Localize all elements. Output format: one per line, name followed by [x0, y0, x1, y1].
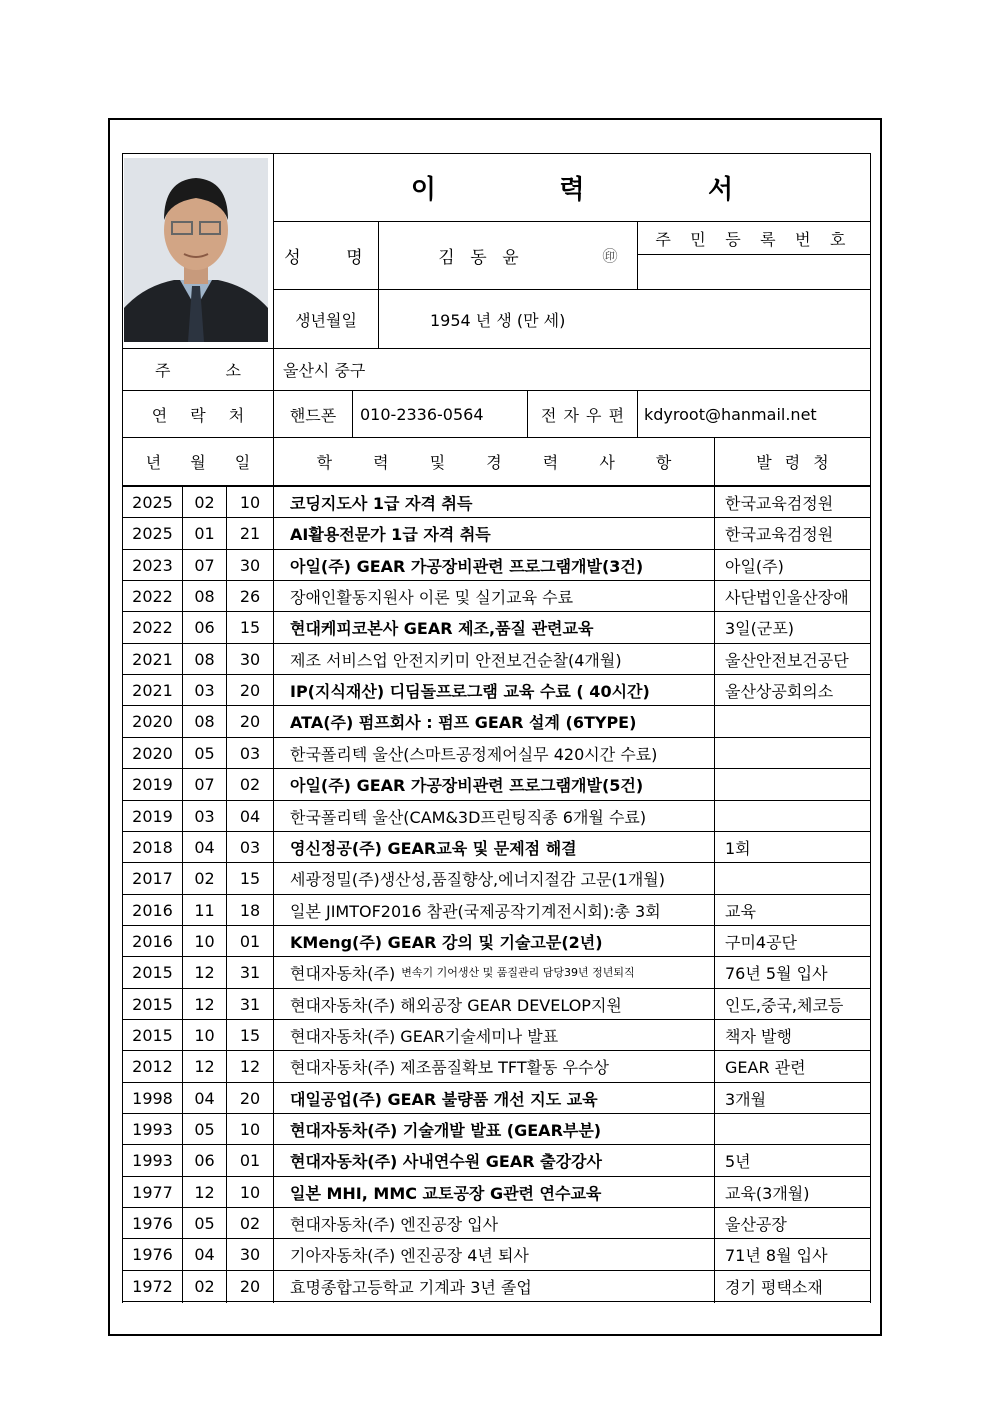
phone-value: 010-2336-0564 [360, 404, 484, 424]
row-month: 03 [194, 680, 215, 700]
name-value: 김 동 윤 [438, 248, 524, 268]
row-month: 04 [194, 1244, 215, 1264]
row-month: 06 [194, 1150, 215, 1170]
row-history: 현대자동차(주) 기술개발 발표 (GEAR부분) [290, 1120, 602, 1140]
row-month: 02 [194, 868, 215, 888]
row-history: 현대자동차(주) 엔진공장 입사 [290, 1214, 499, 1234]
row-issuer [725, 801, 869, 831]
row-issuer: 경기 평택소재 [725, 1277, 823, 1297]
row-day: 15 [239, 1025, 261, 1045]
row-issuer: 3일(군포) [725, 618, 795, 638]
column-history-header: 학 력 및 경 력 사 항 [316, 453, 672, 472]
column-date-header: 년 월 일 [145, 453, 251, 472]
row-year: 2025 [132, 492, 173, 512]
row-day: 02 [239, 1213, 261, 1233]
row-history: 한국폴리텍 울산(스마트공정제어실무 420시간 수료) [290, 744, 658, 764]
row-year: 2016 [132, 900, 173, 920]
row-history: 아일(주) GEAR 가공장비관련 프로그램개발(5건) [290, 775, 644, 795]
row-issuer [725, 1114, 869, 1144]
row-year: 1972 [132, 1276, 173, 1296]
row-issuer: 교육(3개월) [725, 1183, 810, 1203]
row-history: 현대자동차(주) 변속기 기어생산 및 품질관리 담당39년 정년퇴직 [290, 963, 635, 983]
row-issuer: GEAR 관련 [725, 1057, 806, 1077]
name-label: 성 명 [284, 248, 368, 268]
row-issuer: 71년 8월 입사 [725, 1245, 828, 1265]
row-year: 2015 [132, 962, 173, 982]
profile-photo [124, 158, 268, 342]
row-year: 2019 [132, 774, 173, 794]
row-history: 세광정밀(주)생산성,품질향상,에너지절감 고문(1개월) [290, 869, 665, 889]
row-day: 26 [239, 586, 261, 606]
row-month: 08 [194, 711, 215, 731]
row-year: 2021 [132, 649, 173, 669]
row-issuer: 교육 [725, 901, 756, 921]
row-year: 2019 [132, 806, 173, 826]
row-issuer [725, 738, 869, 768]
row-history: 일본 JIMTOF2016 참관(국제공작기계전시회):총 3회 [290, 901, 661, 921]
row-month: 05 [194, 743, 215, 763]
row-issuer: 3개월 [725, 1089, 767, 1109]
row-month: 12 [194, 962, 215, 982]
row-month: 01 [194, 523, 215, 543]
row-day: 20 [239, 680, 261, 700]
row-history: 한국폴리텍 울산(CAM&3D프린팅직종 6개월 수료) [290, 807, 647, 827]
row-history-note: 변속기 기어생산 및 품질관리 담당39년 정년퇴직 [401, 966, 635, 979]
row-history: 현대자동차(주) 제조품질확보 TFT활동 우수상 [290, 1057, 609, 1077]
row-history: 기아자동차(주) 엔진공장 4년 퇴사 [290, 1245, 529, 1265]
row-day: 30 [239, 649, 261, 669]
row-day: 03 [239, 743, 261, 763]
row-month: 08 [194, 586, 215, 606]
row-history: 아일(주) GEAR 가공장비관련 프로그램개발(3건) [290, 556, 644, 576]
birth-label: 생년월일 [295, 310, 357, 330]
row-day: 15 [239, 617, 261, 637]
row-day: 18 [239, 900, 261, 920]
seal-mark: ㊞ [602, 247, 618, 265]
row-issuer: 76년 5월 입사 [725, 963, 828, 983]
row-history: 제조 서비스업 안전지키미 안전보건순찰(4개월) [290, 650, 622, 670]
row-issuer: 울산공장 [725, 1214, 787, 1234]
row-day: 30 [239, 1244, 261, 1264]
row-month: 03 [194, 806, 215, 826]
row-day: 10 [239, 492, 261, 512]
row-day: 01 [239, 1150, 261, 1170]
row-year: 2018 [132, 837, 173, 857]
contact-label: 연 락 처 [151, 405, 245, 425]
row-year: 2023 [132, 555, 173, 575]
row-day: 20 [239, 1088, 261, 1108]
row-month: 02 [194, 492, 215, 512]
row-year: 1977 [132, 1182, 173, 1202]
row-issuer: 1회 [725, 838, 751, 858]
row-history: 코딩지도사 1급 자격 취득 [290, 493, 473, 513]
row-day: 12 [239, 1056, 261, 1076]
row-history: AI활용전문가 1급 자격 취득 [290, 524, 491, 544]
row-month: 08 [194, 649, 215, 669]
row-year: 1993 [132, 1119, 173, 1139]
phone-label: 핸드폰 [289, 405, 337, 425]
row-issuer: 사단법인울산장애 [725, 587, 849, 607]
row-month: 10 [194, 931, 215, 951]
row-day: 04 [239, 806, 261, 826]
row-month: 07 [194, 774, 215, 794]
row-year: 2020 [132, 711, 173, 731]
row-month: 12 [194, 994, 215, 1014]
row-issuer: 5년 [725, 1151, 751, 1171]
row-day: 21 [239, 523, 261, 543]
email-label: 전 자 우 편 [540, 405, 625, 425]
row-history: 효명종합고등학교 기계과 3년 졸업 [290, 1277, 532, 1297]
row-year: 2021 [132, 680, 173, 700]
rrn-value [638, 255, 870, 289]
row-day: 10 [239, 1119, 261, 1139]
row-month: 02 [194, 1276, 215, 1296]
row-issuer: 인도,중국,체코등 [725, 995, 844, 1015]
row-year: 2012 [132, 1056, 173, 1076]
row-history: KMeng(주) GEAR 강의 및 기술고문(2년) [290, 932, 603, 952]
row-issuer: 울산상공회의소 [725, 681, 834, 701]
email-value: kdyroot@hanmail.net [644, 404, 817, 424]
row-issuer: 책자 발행 [725, 1026, 792, 1046]
row-year: 1993 [132, 1150, 173, 1170]
row-month: 12 [194, 1182, 215, 1202]
row-month: 12 [194, 1056, 215, 1076]
row-month: 05 [194, 1213, 215, 1233]
row-month: 07 [194, 555, 215, 575]
row-day: 31 [239, 994, 261, 1014]
row-month: 04 [194, 837, 215, 857]
column-issuer-header: 발 령 청 [756, 453, 829, 472]
birth-value: 1954 년 생 (만 세) [430, 310, 566, 330]
address-label: 주 소 [155, 361, 241, 380]
row-issuer: 울산안전보건공단 [725, 650, 849, 670]
row-month: 11 [194, 900, 215, 920]
row-day: 03 [239, 837, 261, 857]
address-value: 울산시 중구 [283, 361, 366, 380]
row-history: ATA(주) 펌프회사 : 펌프 GEAR 설계 (6TYPE) [290, 712, 637, 732]
row-year: 2020 [132, 743, 173, 763]
row-history: 현대자동차(주) 사내연수원 GEAR 출강강사 [290, 1151, 602, 1171]
row-issuer: 한국교육검정원 [725, 493, 834, 513]
row-history: IP(지식재산) 디딤돌프로그램 교육 수료 ( 40시간) [290, 681, 650, 701]
row-month: 06 [194, 617, 215, 637]
row-year: 2022 [132, 586, 173, 606]
row-year: 2022 [132, 617, 173, 637]
row-day: 01 [239, 931, 261, 951]
row-history: 영신정공(주) GEAR교육 및 문제점 해결 [290, 838, 577, 858]
row-year: 2017 [132, 868, 173, 888]
row-year: 1998 [132, 1088, 173, 1108]
row-day: 10 [239, 1182, 261, 1202]
row-history: 일본 MHI, MMC 교토공장 G관련 연수교육 [290, 1183, 602, 1203]
row-day: 20 [239, 1276, 261, 1296]
row-day: 31 [239, 962, 261, 982]
row-day: 30 [239, 555, 261, 575]
row-issuer: 아일(주) [725, 556, 784, 576]
row-issuer [725, 863, 869, 893]
row-history: 현대자동차(주) GEAR기술세미나 발표 [290, 1026, 559, 1046]
row-year: 2015 [132, 994, 173, 1014]
row-year: 2016 [132, 931, 173, 951]
rrn-label: 주 민 등 록 번 호 [655, 229, 853, 249]
page-title: 이 력 서 [410, 175, 791, 205]
row-day: 20 [239, 711, 261, 731]
row-issuer: 구미4공단 [725, 932, 798, 952]
row-day: 15 [239, 868, 261, 888]
row-year: 2025 [132, 523, 173, 543]
row-year: 1976 [132, 1213, 173, 1233]
row-history: 장애인활동지원사 이론 및 실기교육 수료 [290, 587, 574, 607]
row-history: 현대케피코본사 GEAR 제조,품질 관련교육 [290, 618, 594, 638]
row-month: 10 [194, 1025, 215, 1045]
row-year: 2015 [132, 1025, 173, 1045]
row-history: 현대자동차(주) 해외공장 GEAR DEVELOP지원 [290, 995, 622, 1015]
row-day: 02 [239, 774, 261, 794]
row-issuer [725, 706, 869, 736]
row-month: 05 [194, 1119, 215, 1139]
row-year: 1976 [132, 1244, 173, 1264]
row-issuer [725, 769, 869, 799]
row-month: 04 [194, 1088, 215, 1108]
row-history: 대일공업(주) GEAR 불량품 개선 지도 교육 [290, 1089, 598, 1109]
row-issuer: 한국교육검정원 [725, 524, 834, 544]
